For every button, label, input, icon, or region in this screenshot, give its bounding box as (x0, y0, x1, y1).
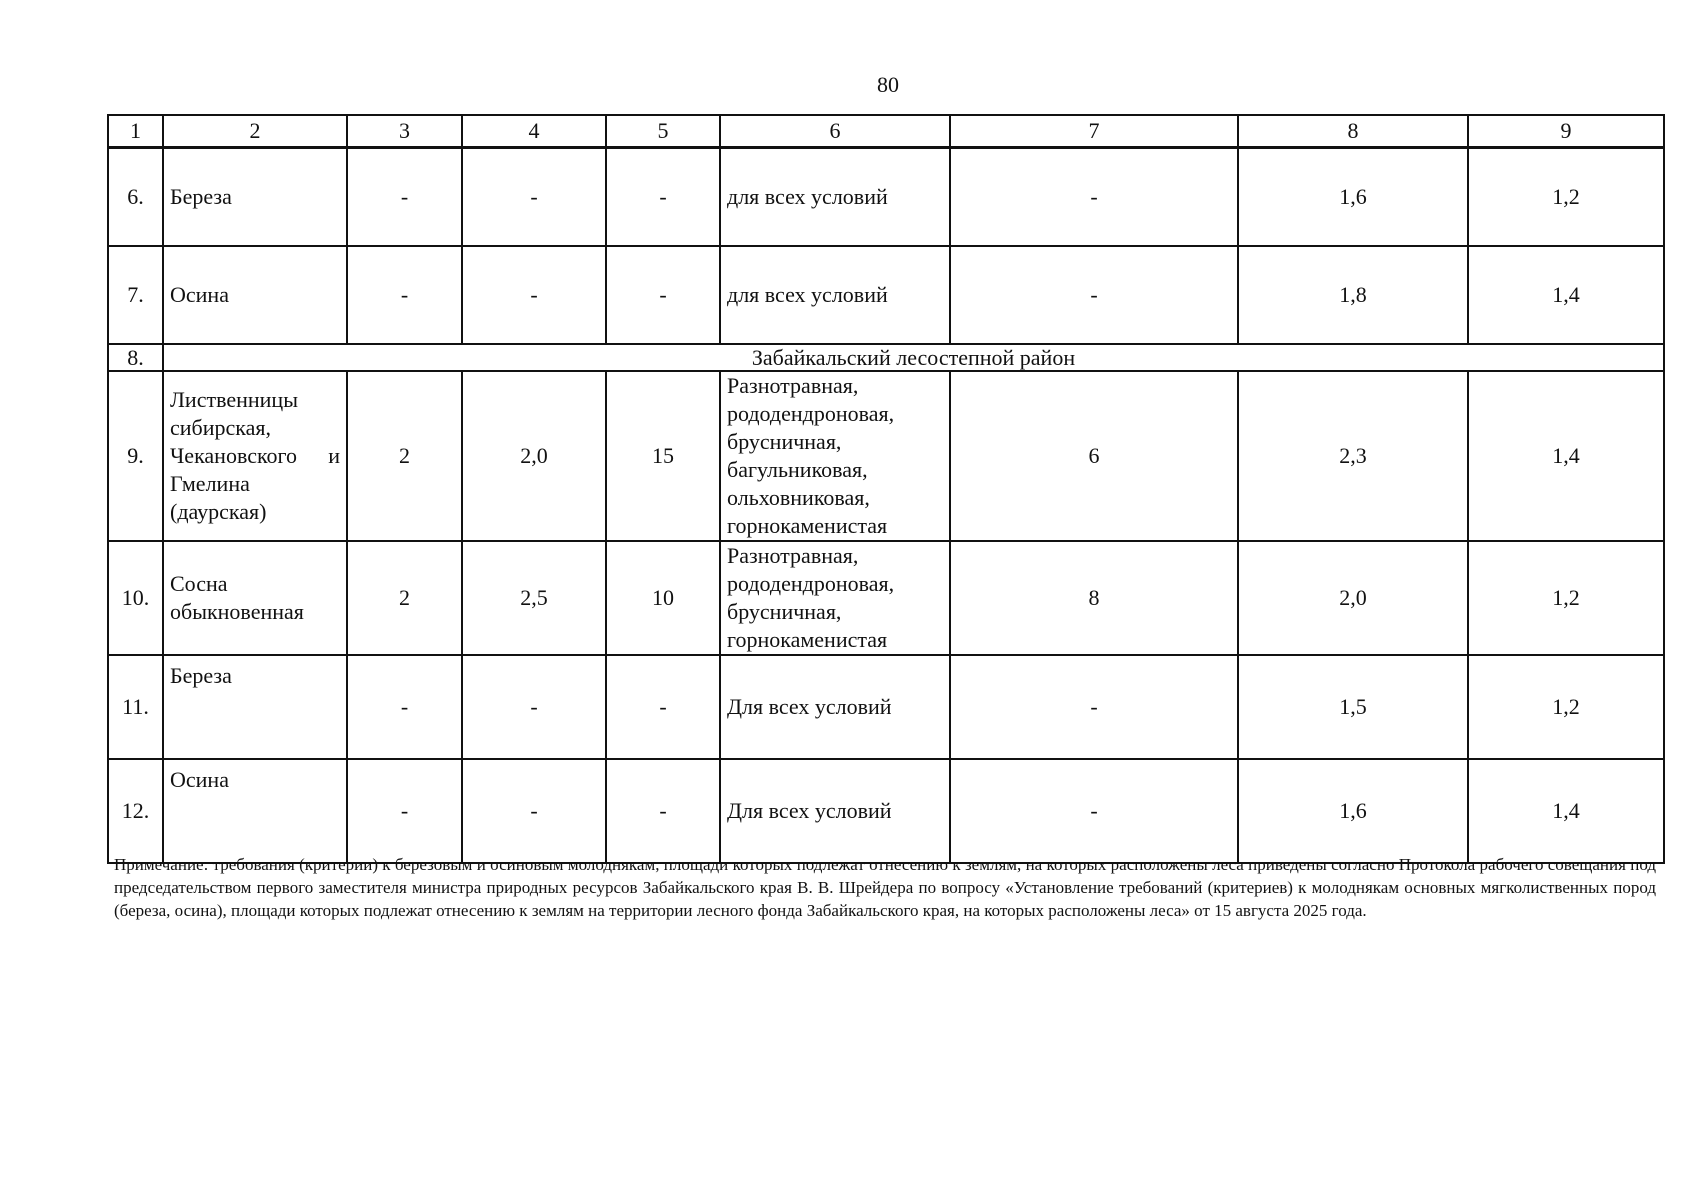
section-row (108, 344, 1664, 371)
column-header: 7 (950, 115, 1238, 148)
table-row (108, 246, 1664, 344)
conditions-line: Разнотравная, (727, 543, 859, 568)
row-number: 6. (108, 148, 163, 247)
species-line: Гмелина (170, 471, 250, 496)
conditions-line: ольховниковая, (727, 485, 870, 510)
table-row (108, 371, 1664, 541)
conditions-cell: для всех условий (720, 246, 950, 344)
cell: - (347, 655, 462, 759)
cell: 1,2 (1468, 148, 1664, 247)
cell: - (606, 655, 720, 759)
cell: 1,5 (1238, 655, 1468, 759)
table-row (108, 759, 1664, 863)
cell: 2,5 (462, 541, 606, 655)
conditions-cell: Для всех условий (720, 655, 950, 759)
cell: 1,4 (1468, 371, 1664, 541)
conditions-cell (720, 371, 950, 541)
column-header: 1 (108, 115, 163, 148)
column-header: 9 (1468, 115, 1664, 148)
footnote: Примечание: требования (критерии) к березовым и осиновым молоднякам, площади которых подлежат отнесению к землям, на которых расположены леса приведены согласно Протокола рабочего совещания под председательством первого заместителя министра природных ресурсов Забайкальского края В. В. Шрейдера по вопросу «Установление требований (критериев) к молоднякам основных мягколиственных пород (береза, осина), площади которых подлежат отнесению к землям на территории лесного фонда Забайкальского края, на которых расположены леса» от 15 августа 2025 года. (114, 855, 1656, 920)
species-line: Сосна (170, 571, 228, 596)
cell: 10 (606, 541, 720, 655)
cell: - (606, 148, 720, 247)
conditions-cell (720, 541, 950, 655)
section-title: Забайкальский лесостепной район (163, 344, 1664, 371)
page-number: 80 (877, 72, 899, 97)
table-row (108, 148, 1664, 247)
cell: - (950, 148, 1238, 247)
cell: 1,2 (1468, 541, 1664, 655)
conditions-cell: Для всех условий (720, 759, 950, 863)
column-header: 2 (163, 115, 347, 148)
cell: - (462, 246, 606, 344)
row-number: 9. (108, 371, 163, 541)
cell: - (950, 759, 1238, 863)
cell: - (462, 655, 606, 759)
cell: 1,2 (1468, 655, 1664, 759)
cell: - (606, 246, 720, 344)
cell: 1,6 (1238, 759, 1468, 863)
cell: 2 (347, 541, 462, 655)
conditions-line: рододендроновая, (727, 571, 895, 596)
species-cell (163, 541, 347, 655)
row-number: 11. (108, 655, 163, 759)
cell: 1,6 (1238, 148, 1468, 247)
conditions-line: горнокаменистая (727, 513, 888, 538)
column-header: 3 (347, 115, 462, 148)
species-cell: Береза (163, 655, 347, 759)
column-header: 4 (462, 115, 606, 148)
species-line: (даурская) (170, 499, 267, 524)
species-cell: Береза (163, 148, 347, 247)
species-line: сибирская, (170, 415, 272, 440)
cell: 1,4 (1468, 246, 1664, 344)
species-line: обыкновенная (170, 599, 304, 624)
cell: 2,0 (1238, 541, 1468, 655)
table-header-row (108, 115, 1664, 148)
cell: - (950, 655, 1238, 759)
cell: - (347, 148, 462, 247)
cell: - (462, 759, 606, 863)
conditions-cell: для всех условий (720, 148, 950, 247)
cell: - (606, 759, 720, 863)
cell: - (347, 246, 462, 344)
column-header: 5 (606, 115, 720, 148)
cell: - (347, 759, 462, 863)
species-cell (163, 371, 347, 541)
cell: - (950, 246, 1238, 344)
conditions-line: брусничная, (727, 429, 842, 454)
table-row (108, 655, 1664, 759)
row-number: 12. (108, 759, 163, 863)
cell: 15 (606, 371, 720, 541)
cell: - (462, 148, 606, 247)
conditions-line: Разнотравная, (727, 373, 859, 398)
species-cell: Осина (163, 246, 347, 344)
conditions-line: горнокаменистая (727, 627, 888, 652)
row-number: 7. (108, 246, 163, 344)
cell: 2,3 (1238, 371, 1468, 541)
cell: 6 (950, 371, 1238, 541)
cell: 1,8 (1238, 246, 1468, 344)
row-number: 10. (108, 541, 163, 655)
column-header: 8 (1238, 115, 1468, 148)
table-row (108, 541, 1664, 655)
species-line: Чекановского и (170, 443, 340, 468)
data-table (107, 114, 1665, 864)
column-header: 6 (720, 115, 950, 148)
cell: 2 (347, 371, 462, 541)
cell: 1,4 (1468, 759, 1664, 863)
species-line: Лиственницы (170, 387, 298, 412)
cell: 8 (950, 541, 1238, 655)
cell: 2,0 (462, 371, 606, 541)
conditions-line: рододендроновая, (727, 401, 895, 426)
conditions-line: брусничная, (727, 599, 842, 624)
conditions-line: багульниковая, (727, 457, 868, 482)
row-number: 8. (108, 344, 163, 371)
species-cell: Осина (163, 759, 347, 863)
